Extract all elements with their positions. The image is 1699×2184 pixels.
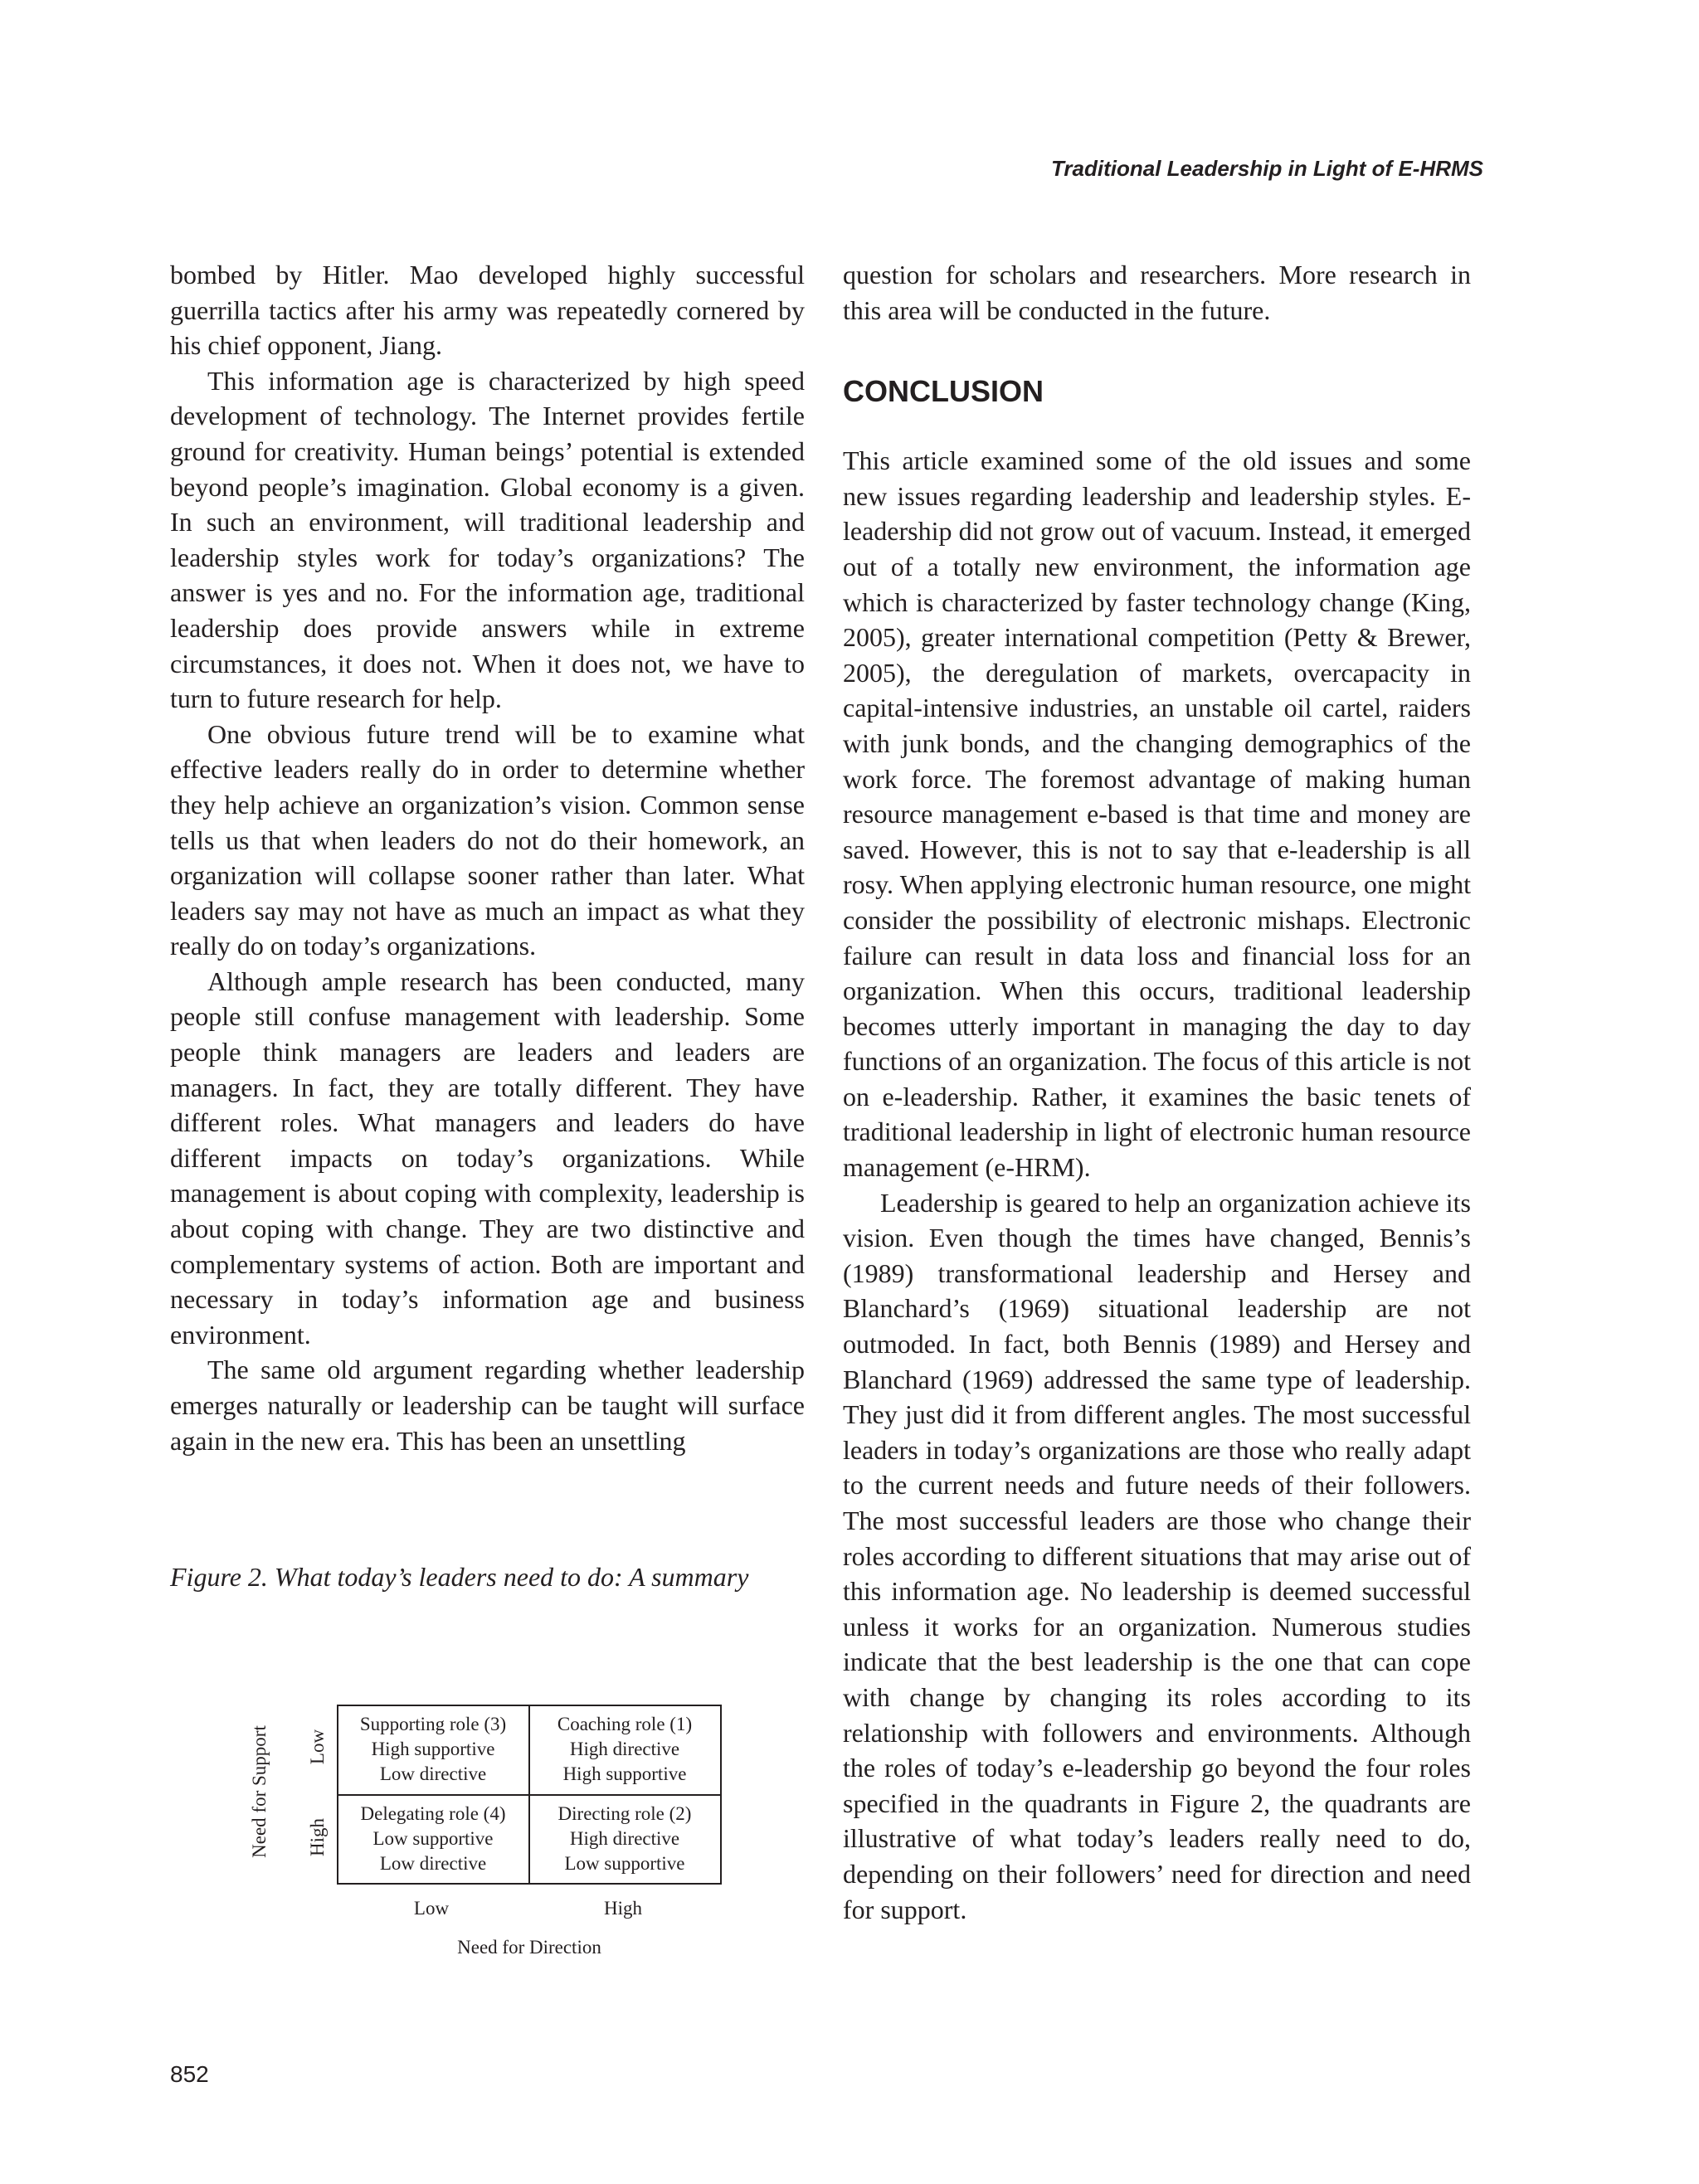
- quadrant-grid: [337, 1705, 722, 1885]
- quadrant-line: High directive: [569, 1739, 680, 1759]
- quadrant-line: High supportive: [562, 1763, 687, 1784]
- figure-2-quadrant-diagram: [249, 1705, 730, 1970]
- paragraph: The same old argument regarding whether leadership emerges naturally or leadership can be taught will surface again in the new era. This has been an unsettling: [170, 1355, 805, 1456]
- figure-caption: Figure 2. What today’s leaders need to do: A summary: [170, 1562, 749, 1592]
- y-tick-high: High: [307, 1818, 328, 1856]
- quadrant-line: Low directive: [379, 1763, 487, 1784]
- paragraph: Although ample research has been conducted, many people still confuse management with leadership. Some people think managers are leaders and leaders are managers. In fact, they are totally different. They have different roles. What managers and leaders do have different impacts on today’s organizations. While management is about coping with complexity, leadership is about coping with change. They are two distinctive and complementary systems of action. Both are important and necessary in today’s information age and business environment.: [170, 966, 805, 1350]
- quadrant-directing: [530, 1796, 719, 1882]
- paragraph: Leadership is geared to help an organization achieve its vision. Even though the times have changed, Bennis’s (1989) transformational leadership and Hersey and Blanchard’s (1969) situational leadership are not outmoded. In fact, both Bennis (1989) and Hersey and Blanchard (1969) addressed the same type of leadership. They just did it from different angles. The most successful leaders in today’s organizations are those who really adapt to the current needs and future needs of their followers. The most successful leaders are those who change their roles according to different situations that may arise out of this information age. No leadership is deemed successful unless it works for an organization. Numerous studies indicate that the best leadership is the one that can cope with change by changing its roles according to its relationship with followers and environments. Although the roles of today’s e-leadership go beyond the four roles specified in the quadrants in Figure 2, the quadrants are illustrative of what today’s leaders really need to do, depending on their followers’ need for direction and need for support.: [843, 1187, 1471, 1924]
- quadrant-coaching: [530, 1706, 719, 1792]
- y-axis-label: Need for Support: [249, 1725, 270, 1858]
- section-heading: CONCLUSION: [843, 374, 1044, 409]
- y-tick-low: Low: [307, 1729, 328, 1765]
- quadrant-line: High directive: [569, 1828, 680, 1849]
- page-number: 852: [170, 2061, 209, 2087]
- x-tick-high: High: [604, 1898, 642, 1919]
- paragraph: This information age is characterized by high speed development of technology. The Internet provides fertile ground for creativity. Human beings’ potential is extended beyond people’s imagination. Global economy is a given. In such an environment, will traditional leadership and leadership styles work for today’s organizations? The answer is yes and no. For the information age, traditional leadership does provide answers while in extreme circumstances, it does not. When it does not, we have to turn to future research for help.: [170, 365, 805, 714]
- paragraph: One obvious future trend will be to examine what effective leaders really do in order to determine whether they help achieve an organization’s vision. Common sense tells us that when leaders do not do their homework, an organization will collapse sooner rather than later. What leaders say may not have as much an impact as what they really do on today’s organizations.: [170, 718, 805, 961]
- x-tick-low: Low: [413, 1898, 450, 1919]
- paragraph: bombed by Hitler. Mao developed highly successful guerrilla tactics after his army was repeatedly cornered by his chief opponent, Jiang.: [170, 260, 805, 361]
- quadrant-supporting: [338, 1706, 528, 1792]
- quadrant-role: Directing role (2): [557, 1803, 692, 1824]
- quadrant-line: Low supportive: [372, 1828, 494, 1849]
- quadrant-role: Coaching role (1): [557, 1714, 693, 1734]
- quadrant-delegating: [338, 1796, 528, 1882]
- left-column: [170, 257, 805, 1458]
- quadrant-role: Supporting role (3): [359, 1714, 507, 1734]
- paragraph: This article examined some of the old issues and some new issues regarding leadership and leadership styles. E-leadership did not grow out of vacuum. Instead, it emerged out of a totally new environment, the information age which is characterized by faster technology change (King, 2005), greater international competition (Petty & Brewer, 2005), the deregulation of markets, overcapacity in capital-intensive industries, an unstable oil cartel, raiders with junk bonds, and the changing demographics of the work force. The foremost advantage of making human resource management e-based is that time and money are saved. However, this is not to say that e-leadership is all rosy. When applying electronic human resource, one might consider the possibility of electronic mishaps. Electronic failure can result in data loss and financial loss for an organization. When this occurs, traditional leadership becomes utterly important in managing the day to day functions of an organization. The focus of this article is not on e-leadership. Rather, it examines the basic tenets of traditional leadership in light of electronic human resource management (e-HRM).: [843, 445, 1471, 1183]
- quadrant-role: Delegating role (4): [360, 1803, 506, 1824]
- x-axis-label: Need for Direction: [457, 1937, 601, 1958]
- running-header: Traditional Leadership in Light of E-HRMS: [1051, 156, 1483, 181]
- paragraph: question for scholars and researchers. More research in this area will be conducted in the future.: [843, 260, 1471, 325]
- right-column: [843, 257, 1471, 1927]
- quadrant-line: High supportive: [371, 1739, 495, 1759]
- quadrant-line: Low directive: [379, 1853, 487, 1874]
- quadrant-line: Low supportive: [564, 1853, 685, 1874]
